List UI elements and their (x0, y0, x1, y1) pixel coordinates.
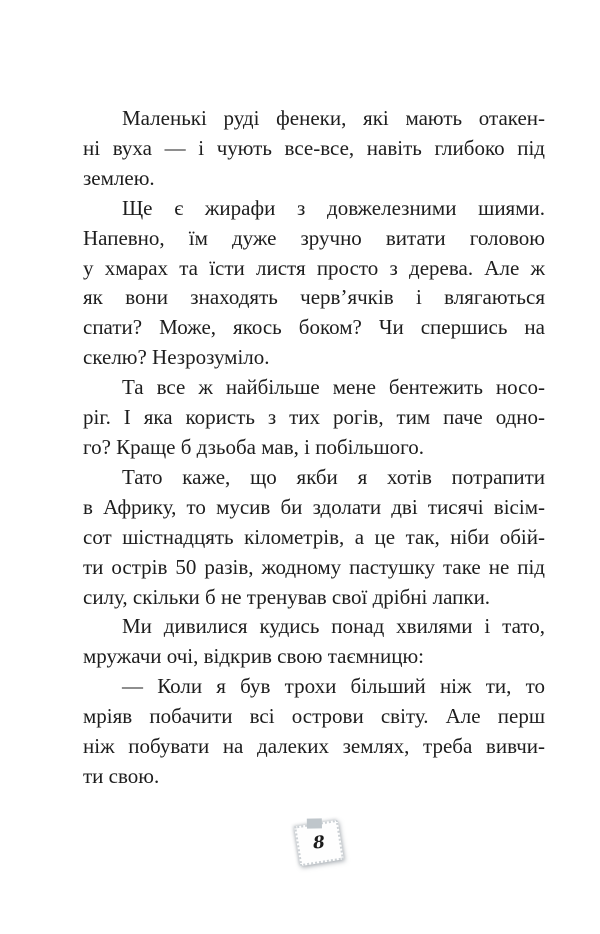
text-line: сот шістнадцять кілометрів, а це так, ніби обій- (83, 524, 545, 549)
text-line: Та все ж найбільше мене бентежить носо- (122, 375, 545, 400)
text-block (83, 104, 545, 792)
text-line: силу, скільки б не тренував свої дрібні лапки. (83, 584, 491, 609)
text-line: ріг. І яка користь з тих рогів, тим паче одно- (83, 405, 545, 430)
text-line: ні вуха — і чують все-все, навіть глибоко під (83, 135, 545, 160)
text-line: як вони знаходять черв’ячків і влягаються (83, 285, 545, 310)
text-line: го? Краще б дзьоба мав, і побільшого. (83, 434, 425, 459)
text-line: мріяв побачити всі острови світу. Але перш (83, 704, 545, 729)
page-number-stamp (294, 820, 344, 866)
page-number: 8 (312, 832, 326, 854)
text-line: Тато каже, що якби я хотів потрапити (122, 464, 545, 489)
text-line: Ми дивилися кудись понад хвилями і тато, (122, 614, 545, 639)
text-line: в Африку, то мусив би здолати дві тисячі вісім- (83, 494, 545, 519)
text-line: землею. (83, 165, 155, 190)
text-line: мружачи очі, відкрив свою таємницю: (83, 644, 424, 669)
text-line: Ще є жирафи з довжелезними шиями. (122, 195, 545, 220)
text-line: скелю? Незрозуміло. (83, 345, 270, 370)
text-line: ти свою. (83, 763, 160, 788)
text-line: у хмарах та їсти листя просто з дерева. Але ж (83, 255, 545, 280)
text-line: Маленькі руді фенеки, які мають отакен- (122, 106, 545, 130)
text-line: Напевно, їм дуже зручно витати головою (83, 225, 545, 250)
text-line: ти острів 50 разів, жодному пастушку таке не під (83, 554, 545, 579)
text-line: ніж побувати на далеких землях, треба вивчи- (83, 734, 545, 759)
text-line: спати? Може, якось боком? Чи спершись на (83, 315, 545, 340)
text-line: — Коли я був трохи більший ніж ти, то (122, 674, 545, 699)
